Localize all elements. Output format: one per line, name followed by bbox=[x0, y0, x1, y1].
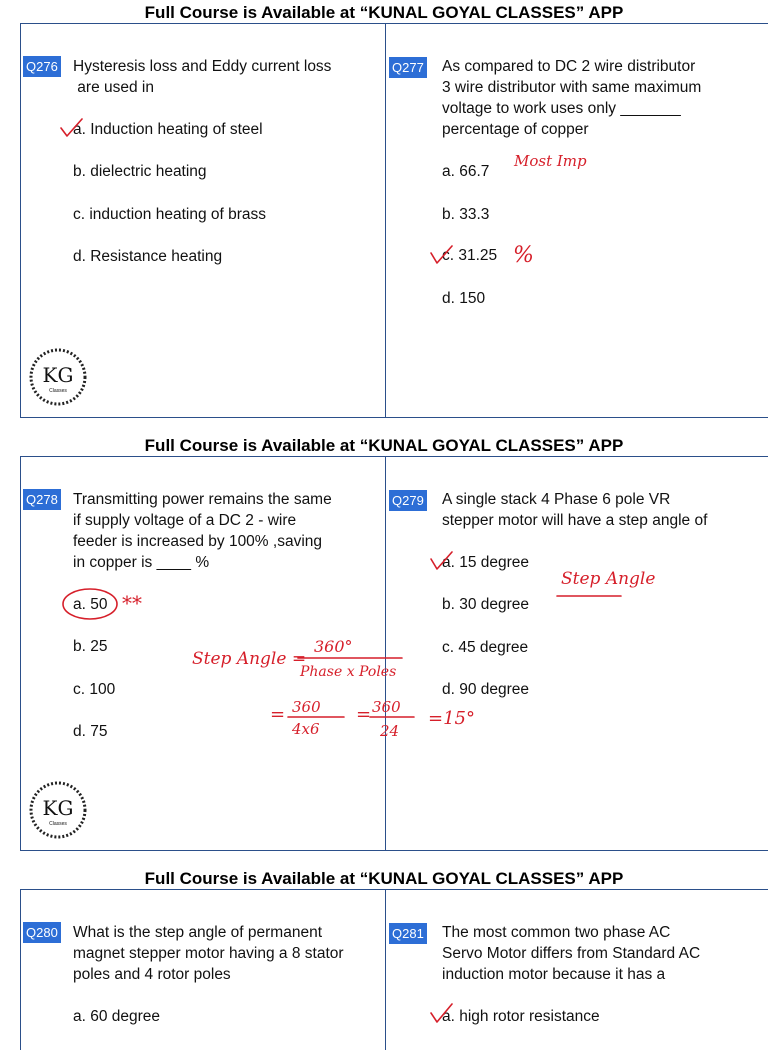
option-c: c. induction heating of brass bbox=[73, 206, 267, 223]
option-c: c. 31.25 bbox=[442, 247, 498, 264]
checkmark-icon bbox=[58, 116, 88, 140]
step-angle-text: Step Angle bbox=[561, 569, 656, 589]
kg-logo bbox=[27, 346, 89, 408]
stars-text: ** bbox=[122, 591, 142, 615]
question-line: magnet stepper motor having a 8 stator bbox=[73, 945, 344, 962]
question-line: As compared to DC 2 wire distributor bbox=[442, 58, 696, 75]
question-line: stepper motor will have a step angle of bbox=[442, 512, 708, 529]
option-b: b. 33.3 bbox=[442, 206, 490, 223]
banner-text: Full Course is Available at “KUNAL GOYAL CLASSES” APP bbox=[144, 436, 624, 455]
question-tag: Q279 bbox=[389, 490, 427, 511]
handwritten-step-angle-formula bbox=[190, 634, 420, 686]
column-divider bbox=[385, 890, 386, 1050]
question-text bbox=[73, 56, 331, 98]
question-tag: Q277 bbox=[389, 57, 427, 78]
question-line: The most common two phase AC bbox=[442, 924, 671, 941]
question-line: Hysteresis loss and Eddy current loss bbox=[73, 58, 332, 75]
option-b: b. dielectric heating bbox=[73, 163, 207, 180]
question-text bbox=[442, 922, 700, 985]
option-a: a. 60 degree bbox=[73, 1008, 161, 1025]
question-text bbox=[73, 922, 344, 985]
logo-text: KG bbox=[42, 363, 74, 387]
calc-result: =15° bbox=[428, 708, 475, 729]
option-b: b. 25 bbox=[73, 638, 108, 655]
checkmark-icon bbox=[428, 549, 458, 573]
logo-subtext: Classes bbox=[49, 821, 67, 827]
handwritten-note-most-imp bbox=[512, 146, 592, 176]
option-b: b. 30 degree bbox=[442, 596, 530, 613]
column-divider bbox=[385, 24, 386, 417]
question-text bbox=[442, 56, 701, 140]
slide-3 bbox=[20, 889, 768, 1050]
option-d: d. 90 degree bbox=[442, 681, 530, 698]
option-a: a. high rotor resistance bbox=[442, 1008, 600, 1025]
question-text bbox=[73, 489, 332, 573]
formula-lhs: Step Angle = bbox=[192, 649, 307, 669]
option-a: a. Induction heating of steel bbox=[73, 121, 263, 138]
option-d: d. 75 bbox=[73, 723, 108, 740]
question-tag: Q280 bbox=[23, 922, 61, 943]
question-line: Servo Motor differs from Standard AC bbox=[442, 945, 701, 962]
option-d: d. 150 bbox=[442, 290, 486, 307]
logo-text: KG bbox=[42, 796, 74, 820]
question-tag: Q281 bbox=[389, 923, 427, 944]
question-line: in copper is ____ % bbox=[73, 554, 210, 571]
question-line: Transmitting power remains the same bbox=[73, 491, 332, 508]
option-c: c. 100 bbox=[73, 681, 116, 698]
question-line: voltage to work uses only _______ bbox=[442, 100, 681, 117]
question-text bbox=[442, 489, 707, 531]
course-banner bbox=[0, 2, 768, 24]
checkmark-icon bbox=[428, 1001, 458, 1025]
handwritten-step-angle-label bbox=[555, 562, 665, 606]
question-tag: Q276 bbox=[23, 56, 61, 77]
calc-frac2-denominator: 24 bbox=[380, 722, 400, 740]
banner-text: Full Course is Available at “KUNAL GOYAL CLASSES” APP bbox=[144, 869, 624, 888]
question-tag: Q278 bbox=[23, 489, 61, 510]
question-line: feeder is increased by 100% ,saving bbox=[73, 533, 323, 550]
logo-subtext: Classes bbox=[49, 388, 67, 394]
handwritten-stars bbox=[120, 588, 164, 618]
option-c: c. 45 degree bbox=[442, 639, 529, 656]
most-imp-text: Most Imp bbox=[514, 152, 587, 170]
handwritten-calculation bbox=[268, 696, 498, 744]
banner-text: Full Course is Available at “KUNAL GOYAL CLASSES” APP bbox=[144, 3, 624, 22]
calc-frac1-denominator: 4x6 bbox=[292, 720, 320, 738]
course-banner bbox=[0, 435, 768, 457]
checkmark-icon bbox=[428, 243, 458, 267]
question-line: if supply voltage of a DC 2 - wire bbox=[73, 512, 297, 529]
kg-logo bbox=[27, 779, 89, 841]
option-a: a. 15 degree bbox=[442, 554, 530, 571]
question-line: A single stack 4 Phase 6 pole VR bbox=[442, 491, 671, 508]
question-line: poles and 4 rotor poles bbox=[73, 966, 231, 983]
calc-equals-2: = bbox=[356, 704, 372, 725]
calc-equals-1: = bbox=[270, 704, 286, 725]
option-a: a. 66.7 bbox=[442, 163, 490, 180]
calc-frac1-numerator: 360 bbox=[292, 698, 321, 716]
answer-circle-mark bbox=[60, 585, 122, 623]
handwritten-percent bbox=[511, 238, 541, 268]
option-d: d. Resistance heating bbox=[73, 248, 223, 265]
course-banner bbox=[0, 868, 768, 890]
question-line: What is the step angle of permanent bbox=[73, 924, 323, 941]
question-line: are used in bbox=[73, 79, 154, 96]
slide-1 bbox=[20, 23, 768, 418]
formula-denominator: Phase x Poles bbox=[300, 664, 397, 680]
question-line: percentage of copper bbox=[442, 121, 589, 138]
option-a: a. 50 bbox=[73, 596, 108, 613]
question-line: 3 wire distributor with same maximum bbox=[442, 79, 702, 96]
question-line: induction motor because it has a bbox=[442, 966, 666, 983]
formula-numerator: 360° bbox=[314, 637, 353, 656]
percent-text: % bbox=[513, 243, 534, 268]
calc-frac2-numerator: 360 bbox=[372, 698, 401, 716]
